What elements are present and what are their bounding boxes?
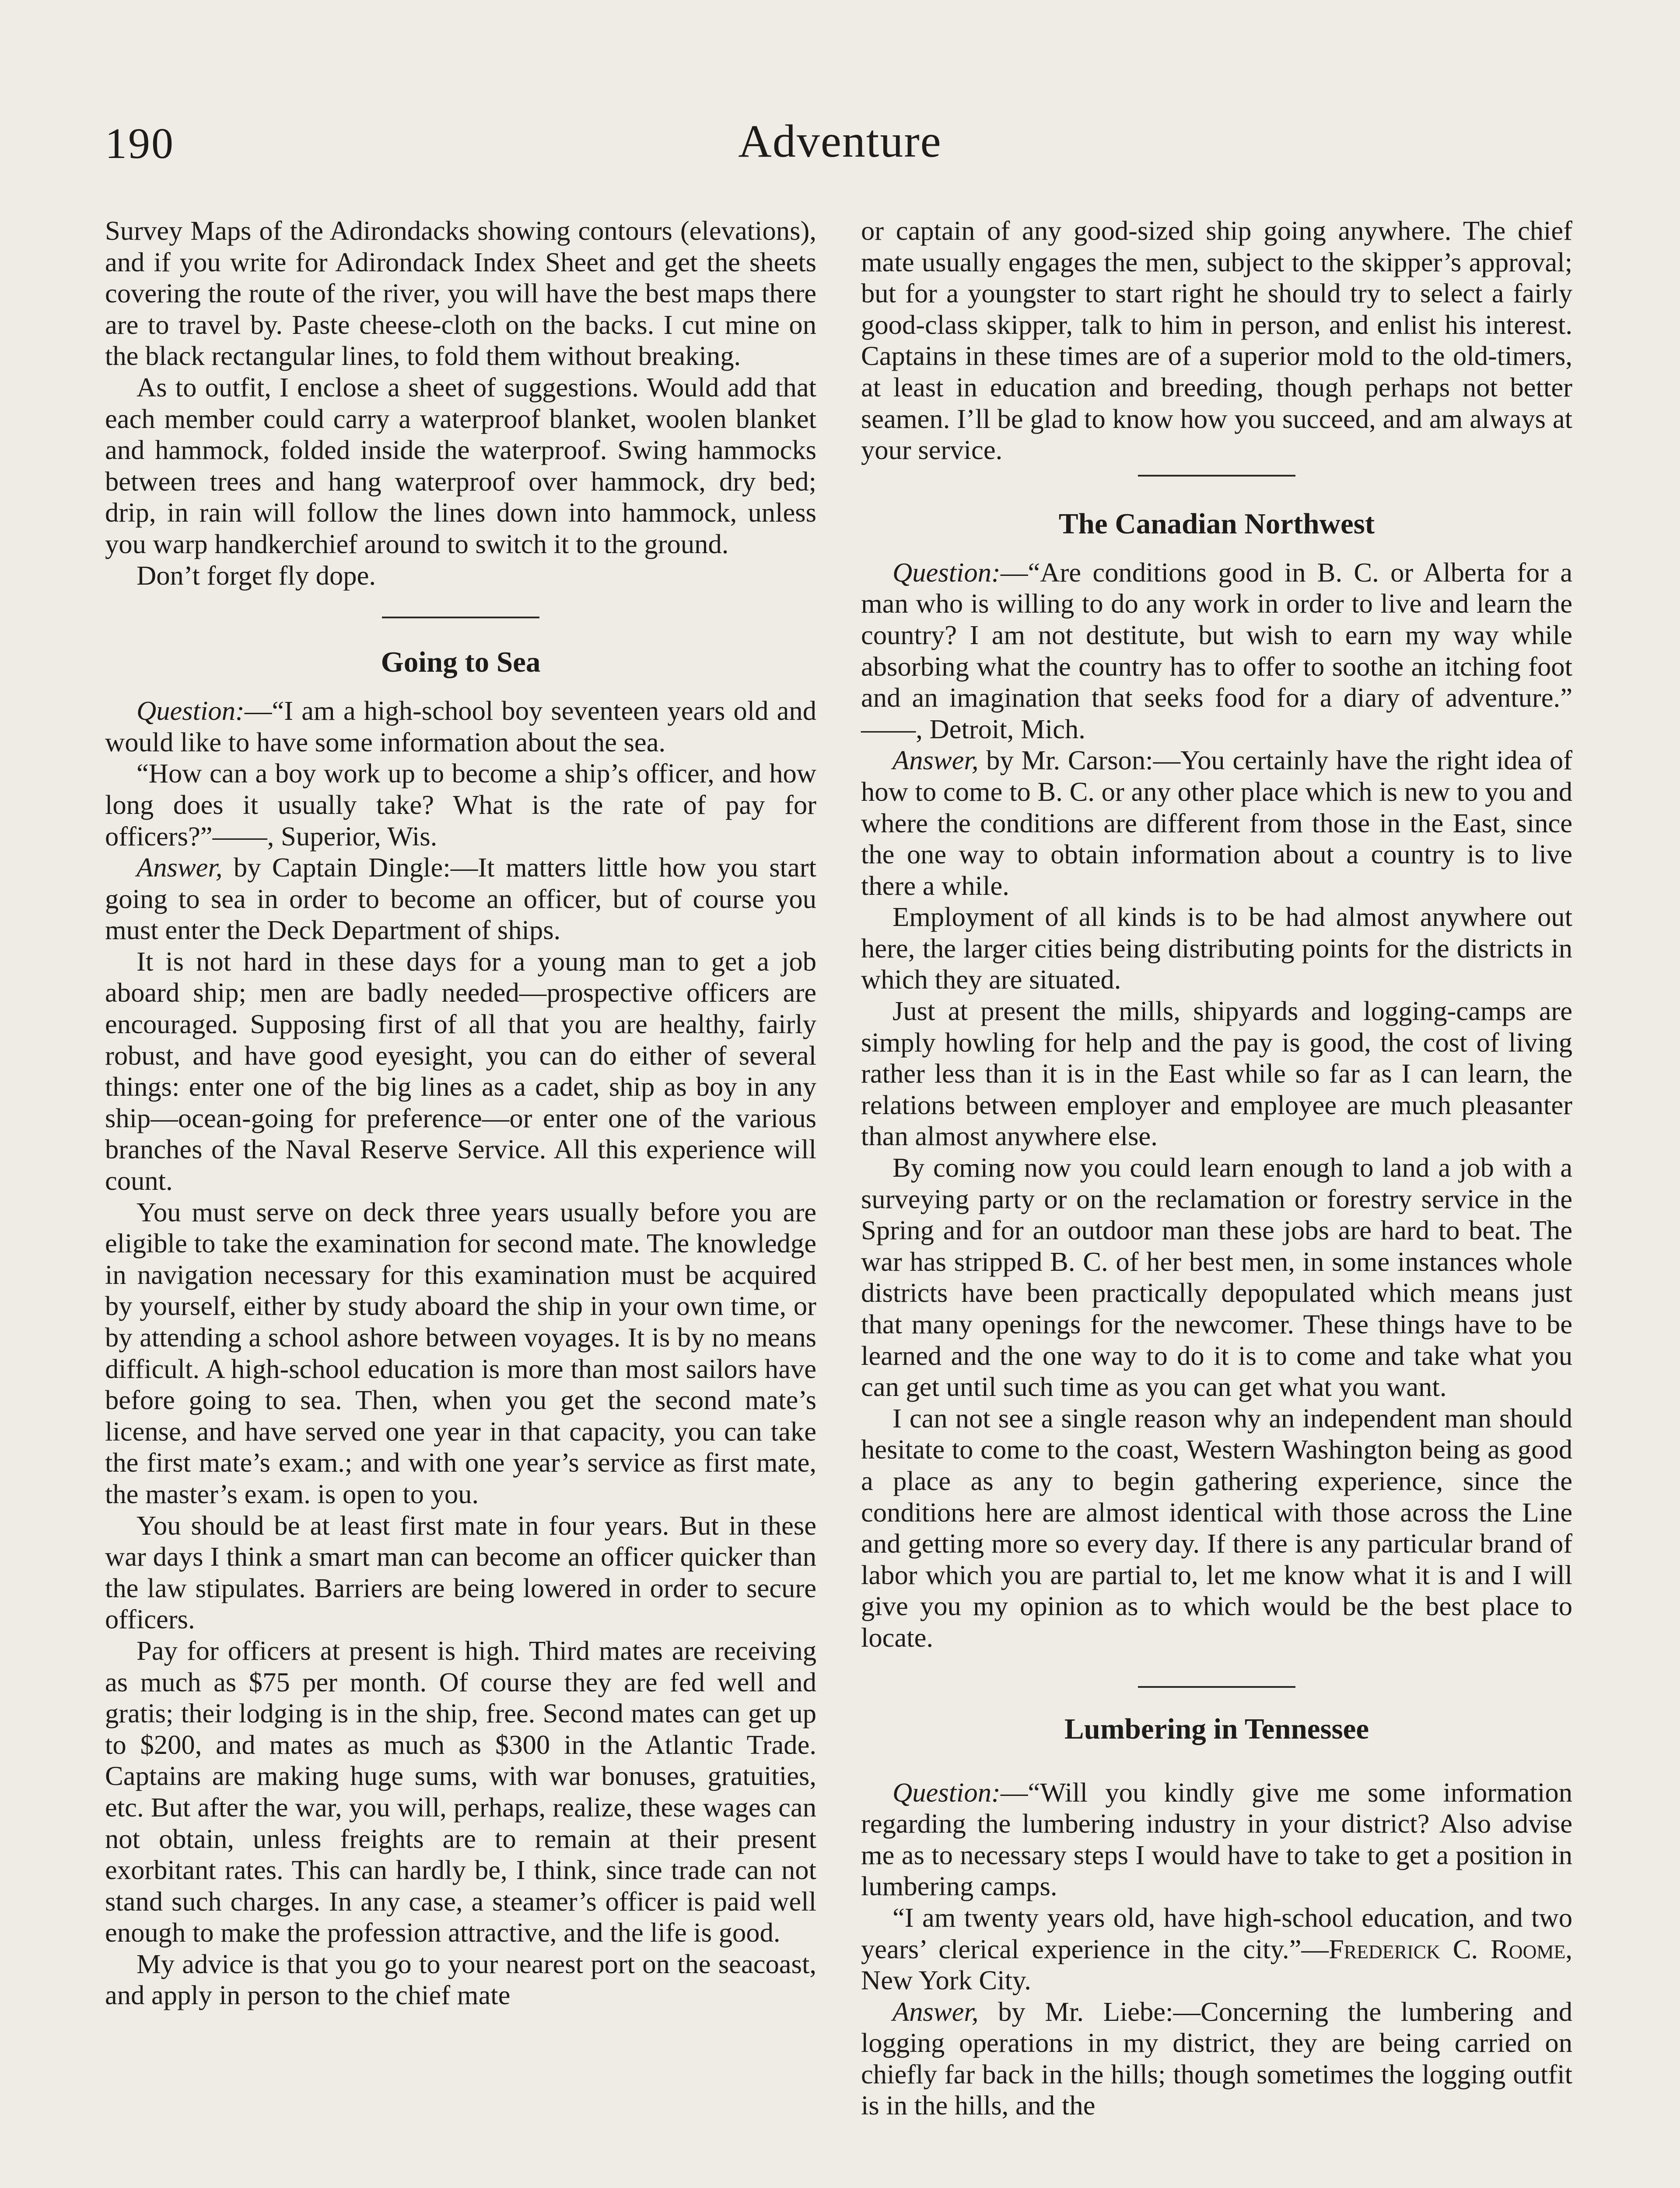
question-paragraph — [861, 557, 1572, 745]
answer-paragraph — [861, 745, 1572, 901]
section-heading-canadian-northwest: The Canadian Northwest — [1058, 507, 1375, 540]
answer-text: by Mr. Liebe:—Concerning the lumbering and logging operations in my district, they are being carried on chiefly far back in the hills; though sometimes the logging outfit is in the hills, and the — [861, 1996, 1572, 2121]
answer-text: by Mr. Carson:—You certainly have the right idea of how to come to B. C. or any other place which is new to you and where the conditions are different from those in the East, since the one way to obtain information about a country is to live there a while. — [861, 745, 1572, 901]
answer-text: by Captain Dingle:—It matters little how you start going to sea in order to become an officer, but of course you must enter the Deck Department of ships. — [105, 852, 816, 946]
page-number: 190 — [105, 119, 175, 168]
section-divider — [861, 466, 1572, 505]
paragraph: By coming now you could learn enough to land a job with a surveying party or on the reclamation or forestry service in the Spring and for an outdoor man these jobs are hard to beat. The war has stripped B. C. of her best men, in some instances whole districts have been practically depopulated which means just that many openings for the newcomer. These things have to be learned and the one way to do it is to come and take what you can get until such time as you can get what you want. — [861, 1152, 1572, 1403]
paragraph: Don’t forget fly dope. — [136, 560, 376, 591]
paragraph: Survey Maps of the Adirondacks showing contours (elevations), and if you write for Adirondack Index Sheet and get the sheets covering the route of the river, you will have the best maps there are to travel by. Paste cheese-cloth on the backs. I cut mine on the black rectangular lines, to fold them without breaking. — [105, 215, 816, 372]
paragraph: You must serve on deck three years usually before you are eligible to take the examination for second mate. The knowledge in navigation necessary for this examination must be acquired by yourself, either by study aboard the ship in your own time, or by attending a school ashore between voyages. It is by no means difficult. A high-school education is more than most sailors have before going to sea. Then, when you get the second mate’s license, and have served one year in that capacity, you can take the first mate’s exam.; and with one year’s service as first mate, the master’s exam. is open to you. — [105, 1196, 816, 1509]
paragraph: It is not hard in these days for a young man to get a job aboard ship; men are badly needed—prospective officers are encouraged. Supposing first of all that you are healthy, fairly robust, and have good eyesight, you can do either of several things: enter one of the big lines as a cadet, ship as boy in any ship—ocean-going for preference—or enter one of the various branches of the Naval Reserve Service. All this experience will count. — [105, 946, 816, 1196]
page-title: Adventure — [738, 116, 942, 167]
paragraph: or captain of any good-sized ship going anywhere. The chief mate usually engages the men, subject to the skipper’s approval; but for a youngster to start right he should try to select a fairly good-class skipper, talk to him in person, and enlist his interest. Captains in these times are of a superior mold to the old-timers, at least in education and breeding, though perhaps not better seamen. I’ll be glad to know how you succeed, and am always at your service. — [861, 215, 1572, 466]
answer-paragraph — [105, 852, 816, 946]
answer-label: Answer, — [136, 852, 223, 883]
question-label: Question: — [892, 1777, 1001, 1808]
paragraph: Employment of all kinds is to be had almost anywhere out here, the larger cities being distributing points for the districts in which they are situated. — [861, 901, 1572, 995]
answer-label: Answer, — [892, 745, 979, 776]
question-signature-paragraph — [861, 1902, 1572, 1996]
answer-paragraph — [861, 1996, 1572, 2121]
right-column — [861, 215, 1572, 2121]
question-text: —“I am a high-school boy seventeen years old and would like to have some information about the sea. — [105, 695, 816, 757]
section-heading-going-to-sea: Going to Sea — [381, 646, 541, 679]
paragraph: Pay for officers at present is high. Third mates are receiving as much as $75 per month. Of course they are fed well and gratis; their lodging is in the ship, free. Second mates can get up to $200, and mates as much as $300 in the Atlantic Trade. Captains are making huge sums, with war bonuses, gratuities, etc. But after the war, you will, perhaps, realize, these wages can not obtain, unless freights are to remain at their present exorbitant rates. This can hardly be, I think, since trade can not stand such charges. In any case, a steamer’s officer is paid well enough to make the profession attractive, and the life is good. — [105, 1635, 816, 1948]
signature-location: , New York City. — [861, 1933, 1572, 1996]
paragraph: My advice is that you go to your nearest port on the seacoast, and apply in person to the chief mate — [105, 1948, 816, 2011]
question-text: —“Will you kindly give me some information regarding the lumbering industry in your district? Also advise me as to necessary steps I would have to take to get a position in lumbering camps. — [861, 1777, 1572, 1902]
question-label: Question: — [136, 695, 245, 726]
paragraph: I can not see a single reason why an independent man should hesitate to come to the coast, Western Washington being as good a place as any to begin gathering experience, since the conditions here are almost identical with those across the Line and getting more so every day. If there is any particular brand of labor which you are partial to, let me know what it is and I will give you my opinion as to which would be the best place to locate. — [861, 1403, 1572, 1653]
question-paragraph — [861, 1777, 1572, 1902]
question-label: Question: — [892, 557, 1001, 588]
section-heading-lumbering-tennessee: Lumbering in Tennessee — [1064, 1712, 1369, 1745]
paragraph: As to outfit, I enclose a sheet of suggestions. Would add that each member could carry a waterproof blanket, woolen blanket and hammock, folded inside the waterproof. Swing hammocks between trees and hang waterproof over hammock, dry bed; drip, in rain will follow the lines down into hammock, unless you warp handkerchief around to switch it to the ground. — [105, 372, 816, 559]
paragraph: “How can a boy work up to become a ship’s officer, and how long does it usually take? What is the rate of pay for officers?”——, Superior, Wis. — [105, 758, 816, 852]
paragraph: Just at present the mills, shipyards and logging-camps are simply howling for help and the pay is good, the cost of living rather less than it is in the East while so far as I can learn, the relations between employer and employee are much pleasanter than almost anywhere else. — [861, 996, 1572, 1152]
answer-label: Answer, — [892, 1996, 979, 2027]
question-paragraph — [105, 695, 816, 758]
question-text: —“Are conditions good in B. C. or Alberta for a man who is willing to do any work in order to live and learn the country? I am not destitute, but wish to earn my way while absorbing what the country has to offer to soothe an itching foot and an imagination that seeks food for a diary of adventure.” ——, Detroit, Mich. — [861, 557, 1572, 744]
signature-name: Frederick C. Roome — [1329, 1933, 1566, 1964]
left-column — [105, 215, 816, 2011]
question-text: “I am twenty years old, have high-school education, and two years’ clerical experience in the city.”— — [861, 1902, 1572, 1964]
paragraph: You should be at least first mate in four years. But in these war days I think a smart man can become an officer quicker than the law stipulates. Barriers are being lowered in order to secure officers. — [105, 1510, 816, 1635]
section-divider — [861, 1654, 1572, 1711]
section-divider — [105, 591, 816, 644]
